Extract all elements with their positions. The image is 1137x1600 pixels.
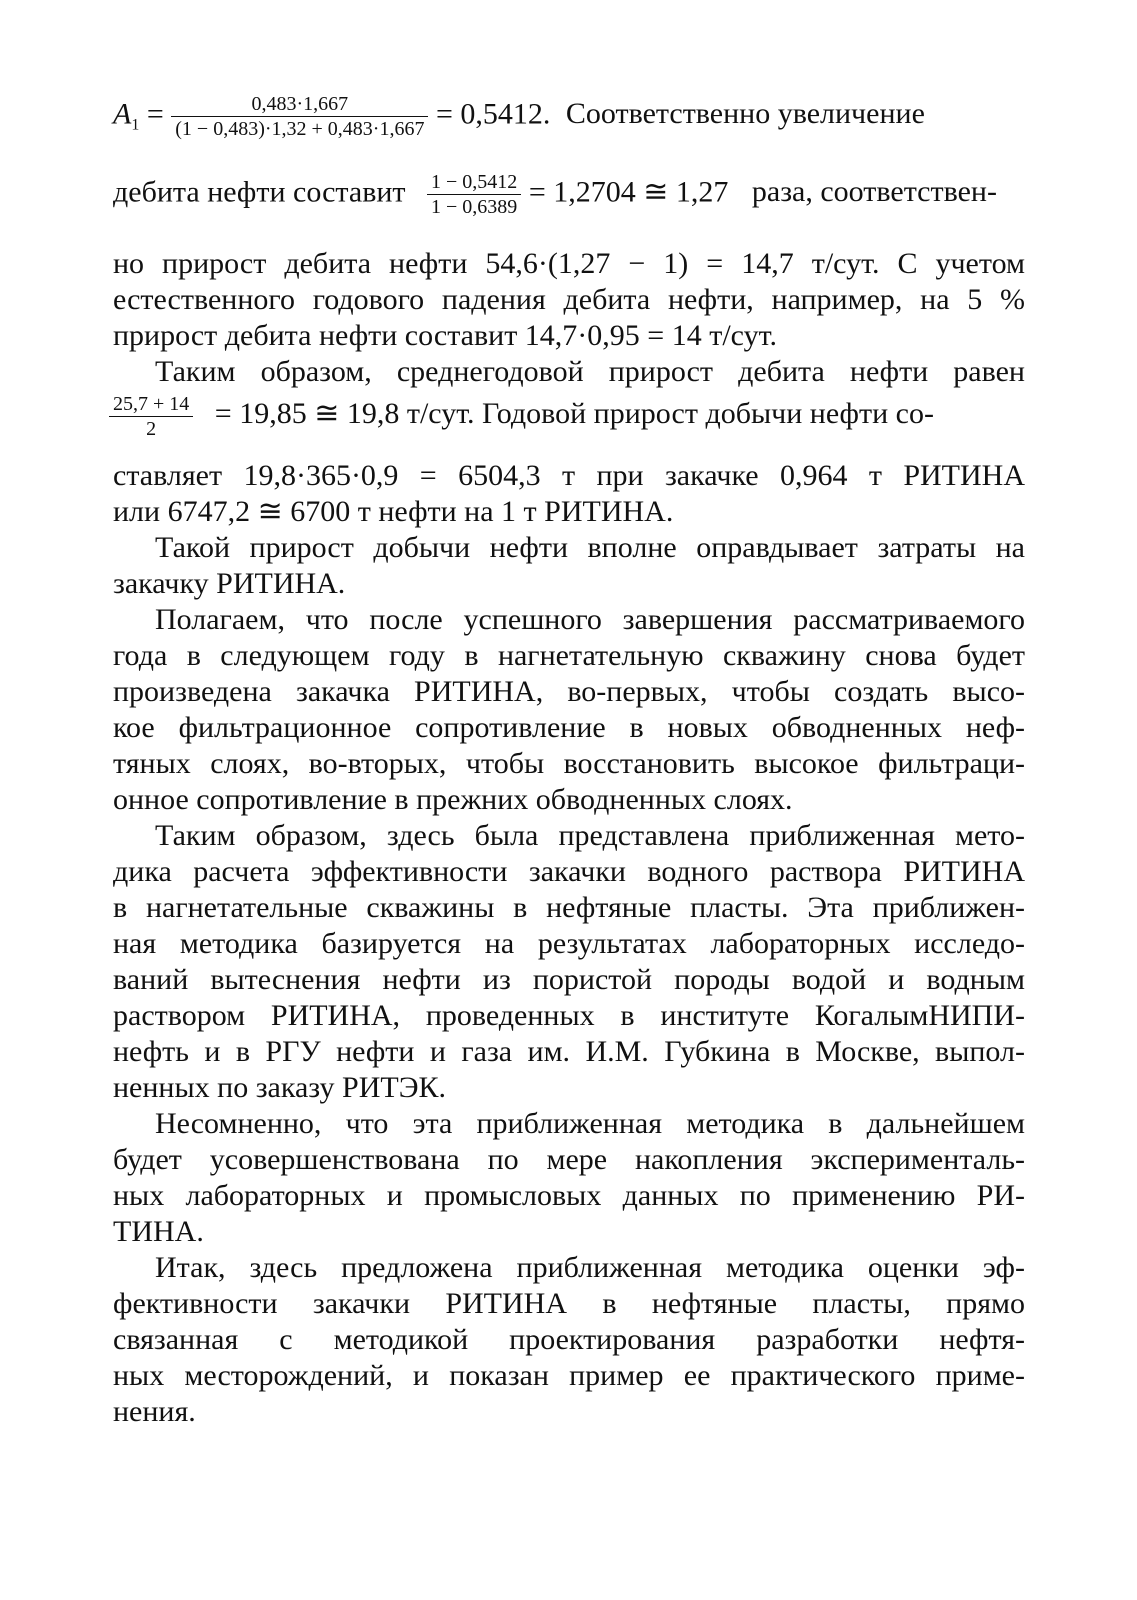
eq3-denominator: 2 <box>146 418 157 440</box>
text-line: ТИНА. <box>113 1215 204 1248</box>
equation-a1-line <box>113 92 1025 148</box>
eq2-trailing-text: раза, соответствен- <box>751 175 997 209</box>
text-line: но прирост дебита нефти 54,6·(1,27 − 1) = 14,7 т/сут. С учетом <box>113 247 1025 280</box>
text-line: произведена закачка РИТИНА, во-первых, чтобы создать высо- <box>113 675 1025 708</box>
text-line: фективности закачки РИТИНА в нефтяные пласты, прямо <box>113 1287 1025 1320</box>
text-line: или 6747,2 ≅ 6700 т нефти на 1 т РИТИНА. <box>113 495 674 528</box>
text-line: тяных слоях, во-вторых, чтобы восстановить высокое фильтраци- <box>113 747 1025 780</box>
text-line: дика расчета эффективности закачки водного раствора РИТИНА <box>113 855 1025 888</box>
text-line: Полагаем, что после успешного завершения рассматриваемого <box>155 603 1025 636</box>
text-line: будет усовершенствована по мере накопления эксперименталь- <box>113 1143 1025 1176</box>
text-line: нефть и в РГУ нефти и газа им. И.М. Губкина в Москве, выпол- <box>113 1035 1025 1068</box>
text-line: естественного годового падения дебита нефти, например, на 5 % <box>113 283 1025 316</box>
text-line: Такой прирост добычи нефти вполне оправдывает затраты на <box>155 531 1025 564</box>
eq2-fraction <box>427 170 521 219</box>
eq2-result: = 1,2704 ≅ 1,27 <box>528 175 729 209</box>
text-line: Таким образом, среднегодовой прирост дебита нефти равен <box>155 355 1025 388</box>
text-line: нения. <box>113 1395 196 1428</box>
text-line: Таким образом, здесь была представлена приближенная мето- <box>155 819 1025 852</box>
text-line: ных месторождений, и показан пример ее практического приме- <box>113 1359 1025 1392</box>
eq1-trailing-text: Соответственно увеличение <box>565 97 925 131</box>
eq2-leading-text: дебита нефти составит <box>113 175 406 209</box>
text-line: в нагнетательные скважины в нефтяные пласты. Эта приближен- <box>113 891 1025 924</box>
text-line: ная методика базируется на результатах лабораторных исследо- <box>113 927 1025 960</box>
eq2-denominator: 1 − 0,6389 <box>431 196 518 218</box>
eq1-denominator: (1 − 0,483)·1,32 + 0,483·1,667 <box>175 118 425 140</box>
text-line: Несомненно, что эта приближенная методика в дальнейшем <box>155 1107 1025 1140</box>
text-line: Итак, здесь предложена приближенная методика оценки эф- <box>155 1251 1025 1284</box>
equation-ratio-line <box>113 170 1025 230</box>
text-line: раствором РИТИНА, проведенных в институте КогалымНИПИ- <box>113 999 1025 1032</box>
eq3-numerator: 25,7 + 14 <box>109 392 193 417</box>
eq1-lhs: A <box>113 97 132 131</box>
equation-average-line <box>113 392 1025 450</box>
eq1-numerator: 0,483·1,667 <box>171 92 428 117</box>
eq1-result: = 0,5412. <box>435 97 551 131</box>
text-line: года в следующем году в нагнетательную скважину снова будет <box>113 639 1025 672</box>
text-line: прирост дебита нефти составит 14,7·0,95 = 14 т/сут. <box>113 319 777 352</box>
eq3-fraction <box>109 392 193 441</box>
eq2-numerator: 1 − 0,5412 <box>427 170 521 195</box>
paragraph-a <box>113 246 1025 390</box>
text-line: кое фильтрационное сопротивление в новых обводненных неф- <box>113 711 1025 744</box>
text-line: ных лабораторных и промысловых данных по применению РИ- <box>113 1179 1025 1212</box>
text-line: ставляет 19,8·365·0,9 = 6504,3 т при закачке 0,964 т РИТИНА <box>113 459 1025 492</box>
eq3-trailing-text: = 19,85 ≅ 19,8 т/сут. Годовой прирост добычи нефти со- <box>214 397 934 431</box>
document-page <box>113 92 1025 1428</box>
paragraph-b <box>113 458 1025 1430</box>
text-line: ваний вытеснения нефти из пористой породы водой и водным <box>113 963 1025 996</box>
eq1-equals: = <box>146 97 164 131</box>
text-line: онное сопротивление в прежних обводненных слоях. <box>113 783 793 816</box>
text-line: закачку РИТИНА. <box>113 567 346 600</box>
text-line: ненных по заказу РИТЭК. <box>113 1071 447 1104</box>
text-line: связанная с методикой проектирования разработки нефтя- <box>113 1323 1025 1356</box>
eq1-lhs-subscript: 1 <box>131 116 140 134</box>
eq1-fraction <box>171 92 428 141</box>
